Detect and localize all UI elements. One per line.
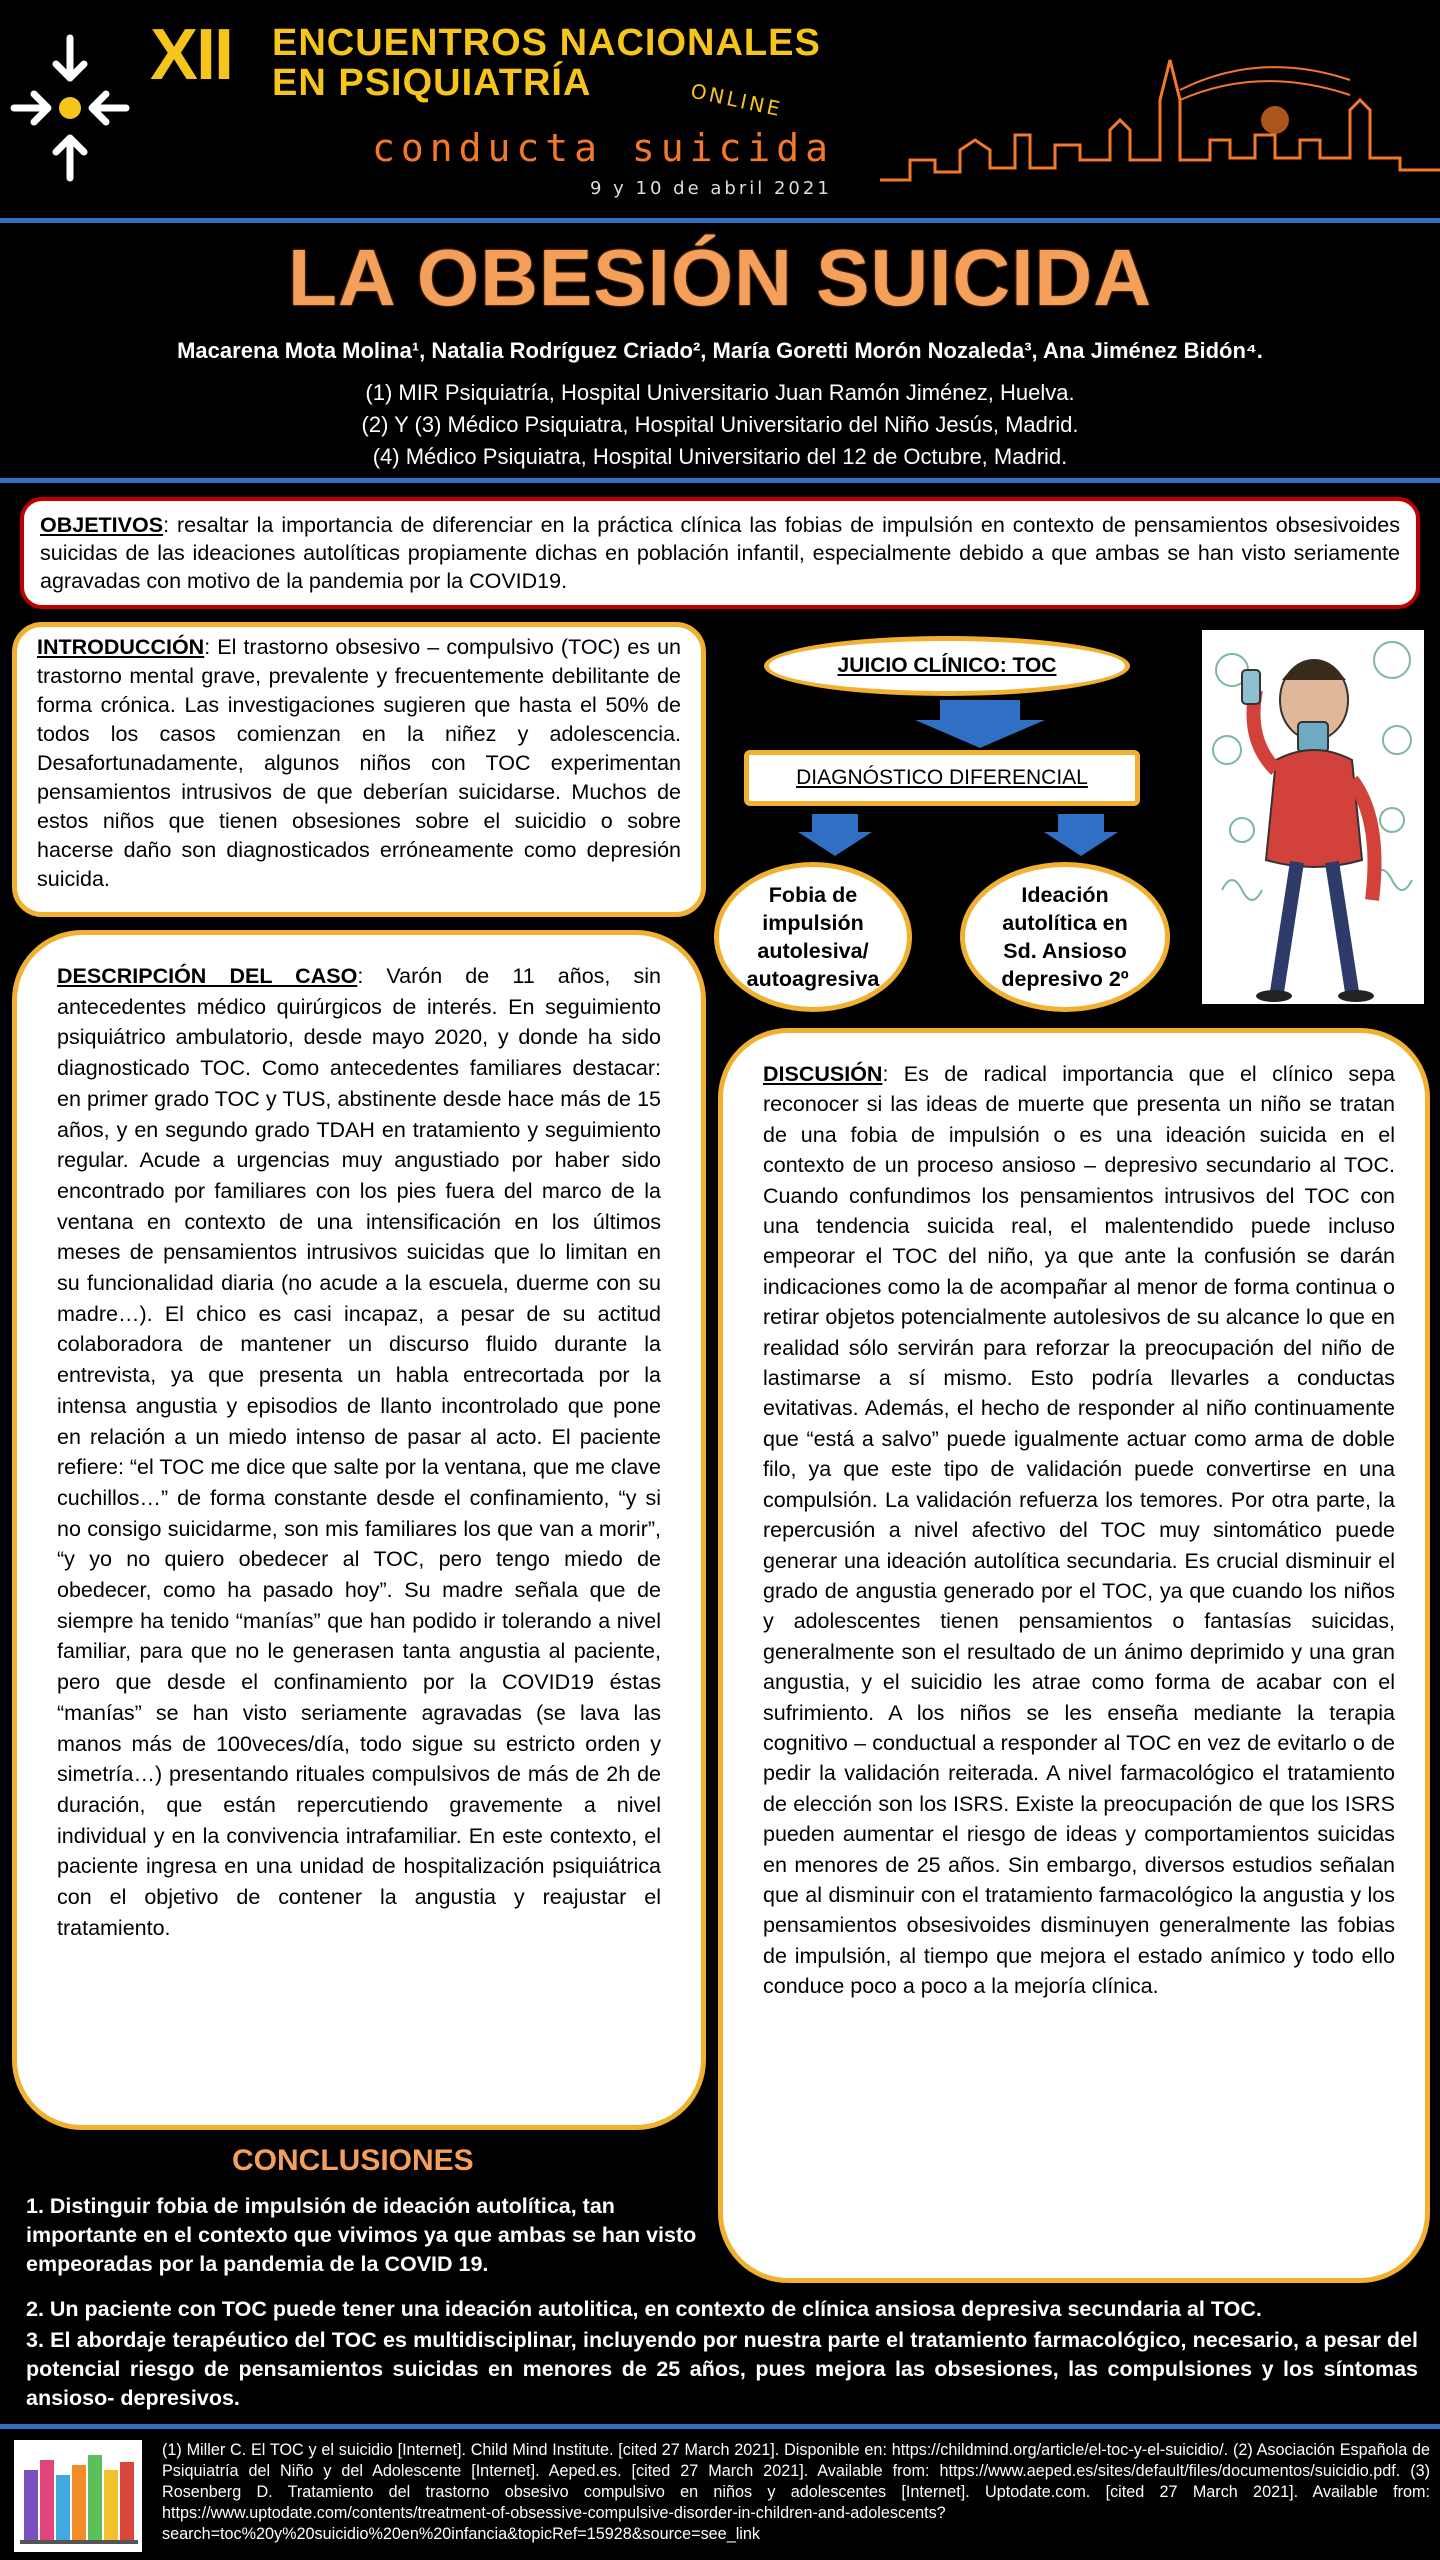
down-arrow-icon <box>915 700 1045 748</box>
introduccion-box <box>12 622 706 917</box>
caso-heading: DESCRIPCIÓN DEL CASO <box>57 964 358 988</box>
juicio-clinico-box <box>764 636 1130 696</box>
edition-number: XII <box>150 15 233 95</box>
objetivos-text: : resaltar la importancia de diferenciar en la práctica clínica las fobias de impulsión en contexto de pensamientos obsesivoides suicidas de las ideaciones autolíticas propiamente dichas en población infantil, especialmente debido a que ambas se han visto seriamente agravadas con motivo de la pandemia por la COVID19. <box>40 513 1400 593</box>
affiliation-2: (2) Y (3) Médico Psiquiatra, Hospital Universitario del Niño Jesús, Madrid. <box>361 412 1079 437</box>
boy-with-spray-illustration <box>1202 630 1424 1004</box>
objetivos-box <box>20 497 1420 609</box>
caso-text: : Varón de 11 años, sin antecedentes médico quirúrgicos de interés. En seguimiento psiquiátrico ambulatorio, desde mayo 2020, y donde ha sido diagnosticado TOC. Como antecedentes familiares destacar: en primer grado TOC y TUS, abstinente desde hace más de 15 años, y en segundo grado TDAH en tratamiento y seguimiento regular. Acude a urgencias muy angustiado por haber sido encontrado por familiares con los pies fuera del marco de la ventana en contexto de una intensificación en los últimos meses de pensamientos intrusivos suicidas que lo limitan en su funcionalidad diaria (no acude a la escuela, duerme con su madre…). El chico es casi incapaz, a pesar de su actitud colaboradora de mantener un discurso fluido durante la entrevista, ya que presenta un habla entrecortada por la intensa angustia y episodios de llanto incontrolado que pone en relación a un miedo intenso de pasar al acto. El paciente refiere: “el TOC me dice que salte por la ventana, que me clave cuchillos…” de forma constante desde el confinamiento, “y si no consigo suicidarme, son mis familiares los que van a morir”, “y yo no quiero obedecer al TOC, pero tengo miedo de obedecer, como ha pasado hoy”. Su madre señala que de siempre ha tenido “manías” que han podido ir tolerando a nivel familiar, para que no le generasen tanta angustia al paciente, pero que desde el confinamiento por la COVID19 éstas “manías” se han visto seriamente agravadas (se lava las manos más de 100veces/día, todo sigue su estricto orden y simetría…) presentando rituales compulsivos de más de 2h de duración, que están repercutiendo gravemente a nivel individual y en la convivencia intrafamiliar. En este contexto, el paciente ingresa en una unidad de hospitalización psiquiátrica con el objetivo de contener la angustia y reajustar el tratamiento. <box>57 964 662 1940</box>
affiliation-3: (4) Médico Psiquiatra, Hospital Universitario del 12 de Octubre, Madrid. <box>372 444 1068 469</box>
conclusiones-title: CONCLUSIONES <box>232 2144 474 2177</box>
discusion-box <box>718 1028 1430 2283</box>
header-banner <box>0 0 1440 215</box>
event-date: 9 y 10 de abril 2021 <box>590 178 832 199</box>
ideacion-line-2: autolítica en <box>1002 911 1128 935</box>
objetivos-heading: OBJETIVOS <box>40 513 164 537</box>
compass-arrows-icon <box>8 30 133 185</box>
discusion-heading: DISCUSIÓN <box>763 1062 883 1086</box>
event-title-line2: EN PSIQUIATRÍA <box>272 62 592 104</box>
fobia-impulsion-oval <box>714 862 912 1012</box>
introduccion-heading: INTRODUCCIÓN <box>37 635 205 659</box>
conclusion-3: 3. El abordaje terapéutico del TOC es multidisciplinar, incluyendo por nuestra parte el tratamiento farmacológico, necesario, a pesar del potencial riesgo de pensamientos suicidas en menores de 25 años, pues mejora las obsesiones, las compulsiones y los síntomas ansioso- depresivos. <box>26 2328 1418 2410</box>
fobia-line-4: autoagresiva <box>746 967 880 991</box>
event-subtitle: conducta suicida <box>372 126 835 170</box>
city-skyline-icon <box>880 40 1440 205</box>
juicio-clinico-label: JUICIO CLÍNICO: TOC <box>837 654 1057 677</box>
ideacion-autolitica-oval <box>960 862 1170 1012</box>
event-title-line1: ENCUENTROS NACIONALES <box>272 22 821 64</box>
down-arrow-right-icon <box>1044 814 1118 856</box>
ideacion-line-1: Ideación <box>1021 883 1109 907</box>
fobia-line-3: autolesiva/ <box>757 939 869 963</box>
fobia-line-2: impulsión <box>762 911 864 935</box>
conclusion-1: 1. Distinguir fobia de impulsión de ideación autolítica, tan importante en el contexto que vivimos ya que ambas se han visto empeoradas por la pandemia de la COVID 19. <box>26 2194 697 2276</box>
introduccion-text: : El trastorno obsesivo – compulsivo (TOC) es un trastorno mental grave, prevalente y frecuentemente debilitante de forma crónica. Las investigaciones sugieren que hasta el 50% de todos los casos comienzan en la niñez y adolescencia. Desafortunadamente, algunos niños con TOC experimentan pensamientos intrusivos de que deberían suicidarse. Muchos de estos niños que tienen obsesiones sobre el suicidio o sobre hacerse daño son diagnosticados erróneamente como depresión suicida. <box>37 635 681 891</box>
books-icon <box>14 2440 142 2552</box>
fobia-line-1: Fobia de <box>768 883 858 907</box>
diagnostico-diferencial-box <box>744 750 1140 806</box>
authors: Macarena Mota Molina¹, Natalia Rodríguez Criado², María Goretti Morón Nozaleda³, Ana Jiménez Bidón⁴. <box>177 338 1263 363</box>
divider-top <box>0 218 1440 223</box>
down-arrow-left-icon <box>798 814 872 856</box>
diagnostico-diferencial-label: DIAGNÓSTICO DIFERENCIAL <box>796 766 1088 789</box>
affiliation-1: (1) MIR Psiquiatría, Hospital Universitario Juan Ramón Jiménez, Huelva. <box>365 380 1075 405</box>
ideacion-line-3: Sd. Ansioso <box>1003 939 1127 963</box>
references: (1) Miller C. El TOC y el suicidio [Internet]. Child Mind Institute. [cited 27 March 2021]. Disponible en: https://childmind.org/article/el-toc-y-el-suicidio/. (2) Asociación Española de Psiquiatría del Niño y del Adolescente [Internet]. Aeped.es. [cited 27 March 2021]. Available from: https://www.aeped.es/sites/default/files/documentos/suicidio.pdf. (3) Rosenberg D. Tratamiento del trastorno obsesivo compulsivo en niños y adolescentes [Internet]. Uptodate.com. [cited 27 March 2021]. Available from: https://www.uptodate.com/contents/treatment-of-obsessive-compulsive-disorder-in-children-and-adolescents?search=toc%20y%20suicidio%20en%20infancia&topicRef=15928&source=see_link <box>162 2441 1430 2543</box>
divider-middle <box>0 478 1440 483</box>
descripcion-caso-box <box>12 930 706 2130</box>
poster-title: LA OBESIÓN SUICIDA <box>288 233 1152 322</box>
discusion-text: : Es de radical importancia que el clínico sepa reconocer si las ideas de muerte que presenta un niño se tratan de una fobia de impulsión o es una ideación suicida en el contexto de un proceso ansioso – depresivo secundario al TOC. Cuando confundimos los pensamientos intrusivos del TOC con una tendencia suicida real, el malentendido puede incluso empeorar el TOC del niño, ya que ante la confusión se darán indicaciones como la de acompañar al menor de forma continua o retirar objetos potencialmente autolesivos de su alcance lo que en realidad sólo servirán para reforzar la preocupación del niño de lastimarse a sí mismo. Esto podría llevarles a conductas evitativas. Además, el hecho de responder al niño continuamente que “está a salvo” puede igualmente actuar como arma de doble filo, ya que este tipo de validación puede convertirse en una compulsión. La validación refuerza los temores. Por otra parte, la repercusión a nivel afectivo del TOC muy sintomático puede generar una ideación autolítica secundaria. Es crucial disminuir el grado de angustia generado por el TOC, ya que cuando los niños y adolescentes tienen pensamientos o fantasías suicidas, generalmente son el resultado de un ánimo deprimido y una gran angustia, y el suicidio les atrae como forma de acabar con el sufrimiento. A los niños se les enseña mediante la terapia cognitivo – conductual a responder al TOC en vez de evitarlo o de pedir la validación reiterada. A nivel farmacológico el tratamiento de elección son los ISRS. Existe la preocupación de que los ISRS pueden aumentar el riesgo de ideas y comportamientos suicidas en menores de 25 años. Sin embargo, diversos estudios señalan que al disminuir con el tratamiento farmacológico la angustia y los pensamientos obsesivoides disminuyen generalmente las fobias de impulsión, al tiempo que mejora el estado anímico y todo ello conduce poco a poco a la mejoría clínica. <box>763 1062 1395 1999</box>
online-label: ONLINE <box>688 78 785 122</box>
ideacion-line-4: depresivo 2º <box>1001 967 1129 991</box>
divider-bottom <box>0 2424 1440 2429</box>
conclusion-2: 2. Un paciente con TOC puede tener una ideación autolitica, en contexto de clínica ansiosa depresiva secundaria al TOC. <box>26 2297 1262 2321</box>
